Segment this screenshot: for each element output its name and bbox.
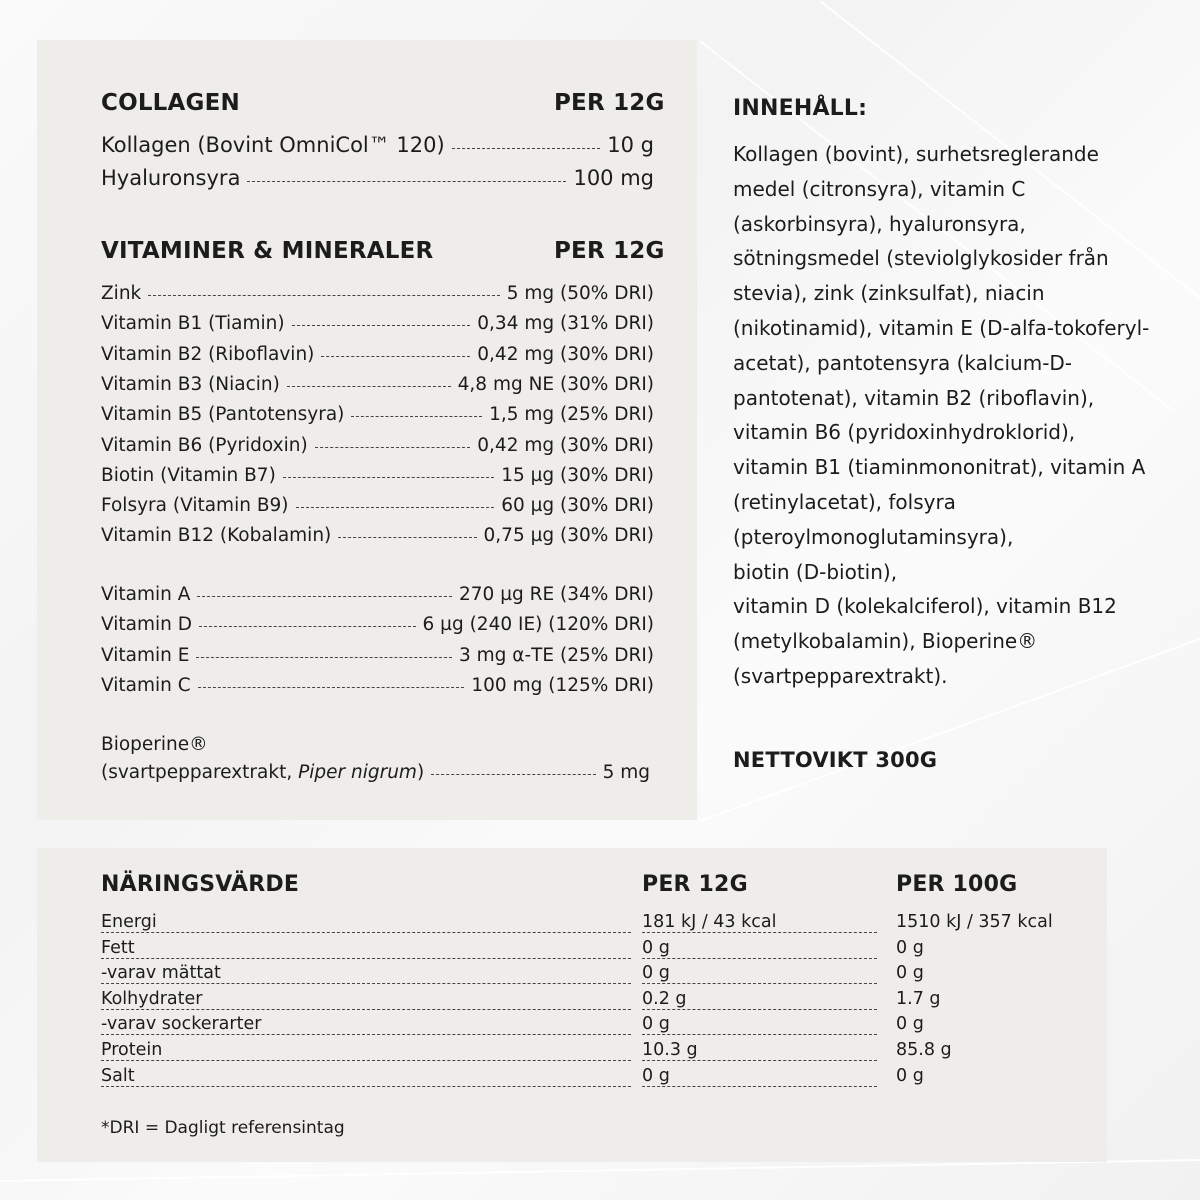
row-label: Vitamin B6 (Pyridoxin)	[101, 434, 308, 456]
ingredients-line: vitamin D (kolekalciferol), vitamin B12	[733, 594, 1117, 619]
nutrition-per12-value: 0 g	[642, 1066, 676, 1086]
leader-dots	[287, 386, 451, 387]
nutrition-heading: NÄRINGSVÄRDE	[101, 872, 300, 897]
vitamin-row	[101, 675, 654, 696]
ingredients-line: stevia), zink (zinksulfat), niacin	[733, 281, 1045, 306]
row-value: 5 mg (50% DRI)	[506, 283, 654, 304]
nutrition-col1-heading: PER 12G	[642, 872, 748, 897]
row-value: 15 µg (30% DRI)	[501, 464, 654, 486]
leader-dots	[148, 295, 499, 296]
bioperine-desc	[101, 762, 424, 783]
row-value: 10 g	[607, 133, 654, 157]
leader-dots	[101, 1066, 631, 1087]
nutrition-per100-value: 85.8 g	[896, 1040, 952, 1060]
nutrition-per12-value: 181 kJ / 43 kcal	[642, 912, 782, 932]
nutrition-label: Kolhydrater	[101, 989, 210, 1009]
vitamin-row	[101, 344, 654, 365]
bioperine-row	[101, 762, 650, 783]
row-label: Vitamin B12 (Kobalamin)	[101, 525, 332, 547]
ingredients-line: vitamin B6 (pyridoxinhydroklorid),	[733, 420, 1076, 445]
leader-dots	[101, 912, 631, 933]
row-value: 3 mg α-TE (25% DRI)	[458, 644, 654, 666]
leader-dots	[247, 181, 566, 182]
leader-dots	[296, 507, 495, 508]
nutrition-label: -varav mättat	[101, 963, 229, 983]
nutrition-label: Salt	[101, 1066, 143, 1086]
nutrition-row	[101, 989, 1076, 1015]
leader-dots	[338, 537, 476, 538]
ingredients-line: pantotenat), vitamin B2 (riboflavin),	[733, 385, 1095, 410]
bioperine-name	[101, 734, 654, 755]
vitamin-row	[101, 374, 654, 395]
leader-dots	[292, 325, 471, 326]
row-label: Vitamin D	[101, 614, 192, 636]
ingredients-line: (svartpepparextrakt).	[733, 663, 948, 688]
leader-dots	[283, 477, 494, 478]
leader-dots	[101, 938, 631, 959]
nutrition-row	[101, 1066, 1076, 1092]
vitamin-row	[101, 465, 654, 486]
bioperine-desc-suffix: )	[416, 762, 425, 783]
nutrition-label: -varav sockerarter	[101, 1014, 269, 1034]
row-label: Kollagen (Bovint OmniCol™ 120)	[101, 133, 445, 157]
nutrition-per100-value: 0 g	[896, 1014, 924, 1035]
nutrition-per12-value: 10.3 g	[642, 1040, 704, 1060]
leader-dots	[321, 356, 470, 357]
row-value: 4,8 mg NE (30% DRI)	[457, 373, 654, 395]
net-weight: NETTOVIKT 300G	[733, 748, 938, 772]
leader-dots	[642, 963, 877, 984]
vitamin-row	[101, 313, 654, 334]
vitamin-row	[101, 614, 654, 635]
nutrition-per12-value: 0 g	[642, 938, 676, 958]
nutrition-per12-value: 0 g	[642, 1014, 676, 1034]
leader-dots	[315, 447, 471, 448]
nutrition-row	[101, 912, 1076, 938]
ingredients-line: acetat), pantotensyra (kalcium-D-	[733, 350, 1073, 375]
bioperine-value: 5 mg	[602, 762, 650, 783]
supplement-facts-panel	[37, 40, 697, 820]
row-value: 270 µg RE (34% DRI)	[459, 584, 654, 605]
nutrition-per100-value: 1510 kJ / 357 kcal	[896, 912, 1053, 932]
bioperine-desc-prefix: (svartpepparextrakt,	[101, 762, 299, 783]
ingredients-line: Kollagen (bovint), surhetsreglerande	[733, 142, 1099, 166]
nutrition-row	[101, 938, 1076, 964]
row-value: 0,75 µg (30% DRI)	[483, 525, 654, 547]
nutrition-per12-value: 0.2 g	[642, 989, 693, 1009]
row-value: 100 mg	[573, 166, 654, 190]
row-label: Vitamin E	[101, 644, 190, 666]
collagen-row	[101, 133, 654, 157]
bioperine-label: Bioperine®	[101, 734, 208, 755]
nutrition-col2-heading: PER 100G	[896, 872, 1018, 897]
row-label: Vitamin B1 (Tiamin)	[101, 313, 285, 335]
ingredients-title: INNEHÅLL:	[733, 96, 868, 121]
nutrition-row	[101, 963, 1076, 989]
collagen-heading: COLLAGEN	[101, 90, 240, 116]
ingredients-line: (pteroylmonoglutaminsyra),	[733, 524, 1014, 549]
nutrition-label: Fett	[101, 938, 143, 958]
row-value: 0,42 mg (30% DRI)	[477, 343, 654, 365]
vitamin-row	[101, 525, 654, 546]
footnote: *DRI = Dagligt referensintag	[101, 1118, 345, 1138]
row-value: 100 mg (125% DRI)	[471, 674, 654, 696]
nutrition-row	[101, 1040, 1076, 1066]
ingredients-line: vitamin B1 (tiaminmononitrat), vitamin A	[733, 455, 1146, 480]
ingredients-text	[733, 137, 1173, 694]
vitamin-row	[101, 645, 654, 666]
row-value: 60 µg (30% DRI)	[501, 495, 654, 517]
nutrition-per100-value: 0 g	[896, 937, 924, 958]
nutrition-row	[101, 1014, 1076, 1040]
ingredients-line: (askorbinsyra), hyaluronsyra,	[733, 211, 1026, 236]
ingredients-line: biotin (D-biotin),	[733, 559, 898, 584]
row-label: Hyaluronsyra	[101, 166, 241, 190]
row-value: 0,42 mg (30% DRI)	[477, 434, 654, 456]
leader-dots	[196, 657, 452, 658]
vitamin-row	[101, 495, 654, 516]
row-label: Vitamin A	[101, 584, 191, 605]
vitamins-per-heading: PER 12G	[554, 238, 665, 264]
row-value: 1,5 mg (25% DRI)	[489, 404, 654, 426]
ingredients-line: (nikotinamid), vitamin E (D-alfa-tokoferyl-	[733, 315, 1150, 340]
leader-dots	[642, 1014, 877, 1035]
row-label: Vitamin B5 (Pantotensyra)	[101, 404, 345, 426]
row-value: 6 µg (240 IE) (120% DRI)	[422, 614, 654, 636]
vitamin-row	[101, 283, 654, 304]
nutrition-per100-value: 1.7 g	[896, 988, 941, 1009]
row-label: Folsyra (Vitamin B9)	[101, 495, 289, 517]
ingredients-line: medel (citronsyra), vitamin C	[733, 176, 1026, 201]
vitamin-row	[101, 584, 654, 605]
leader-dots	[452, 148, 601, 149]
background-line	[0, 1159, 1200, 1182]
nutrition-label: Protein	[101, 1040, 170, 1060]
nutrition-per100-value: 0 g	[896, 1065, 924, 1086]
bioperine-desc-latin: Piper nigrum	[298, 762, 417, 783]
collagen-per-heading: PER 12G	[554, 90, 665, 116]
leader-dots	[199, 626, 416, 627]
ingredients-line: (metylkobalamin), Bioperine®	[733, 629, 1038, 654]
row-label: Zink	[101, 283, 142, 304]
vitamin-row	[101, 435, 654, 456]
leader-dots	[197, 596, 452, 597]
row-label: Vitamin B2 (Riboflavin)	[101, 343, 315, 365]
leader-dots	[642, 1066, 877, 1087]
vitamins-heading: VITAMINER & MINERALER	[101, 238, 434, 264]
leader-dots	[101, 1040, 631, 1061]
nutrition-per12-value: 0 g	[642, 963, 676, 983]
nutrition-per100-value: 0 g	[896, 963, 924, 984]
ingredients-line: sötningsmedel (steviolglykosider från	[733, 246, 1109, 271]
nutrition-label: Energi	[101, 912, 165, 932]
ingredients-line: (retinylacetat), folsyra	[733, 489, 956, 514]
collagen-row	[101, 166, 654, 190]
leader-dots	[198, 687, 465, 688]
vitamin-row	[101, 404, 654, 425]
leader-dots	[431, 774, 595, 775]
leader-dots	[351, 416, 482, 417]
leader-dots	[642, 938, 877, 959]
row-label: Vitamin B3 (Niacin)	[101, 373, 280, 395]
row-value: 0,34 mg (31% DRI)	[477, 313, 654, 335]
row-label: Vitamin C	[101, 674, 191, 696]
row-label: Biotin (Vitamin B7)	[101, 464, 276, 486]
